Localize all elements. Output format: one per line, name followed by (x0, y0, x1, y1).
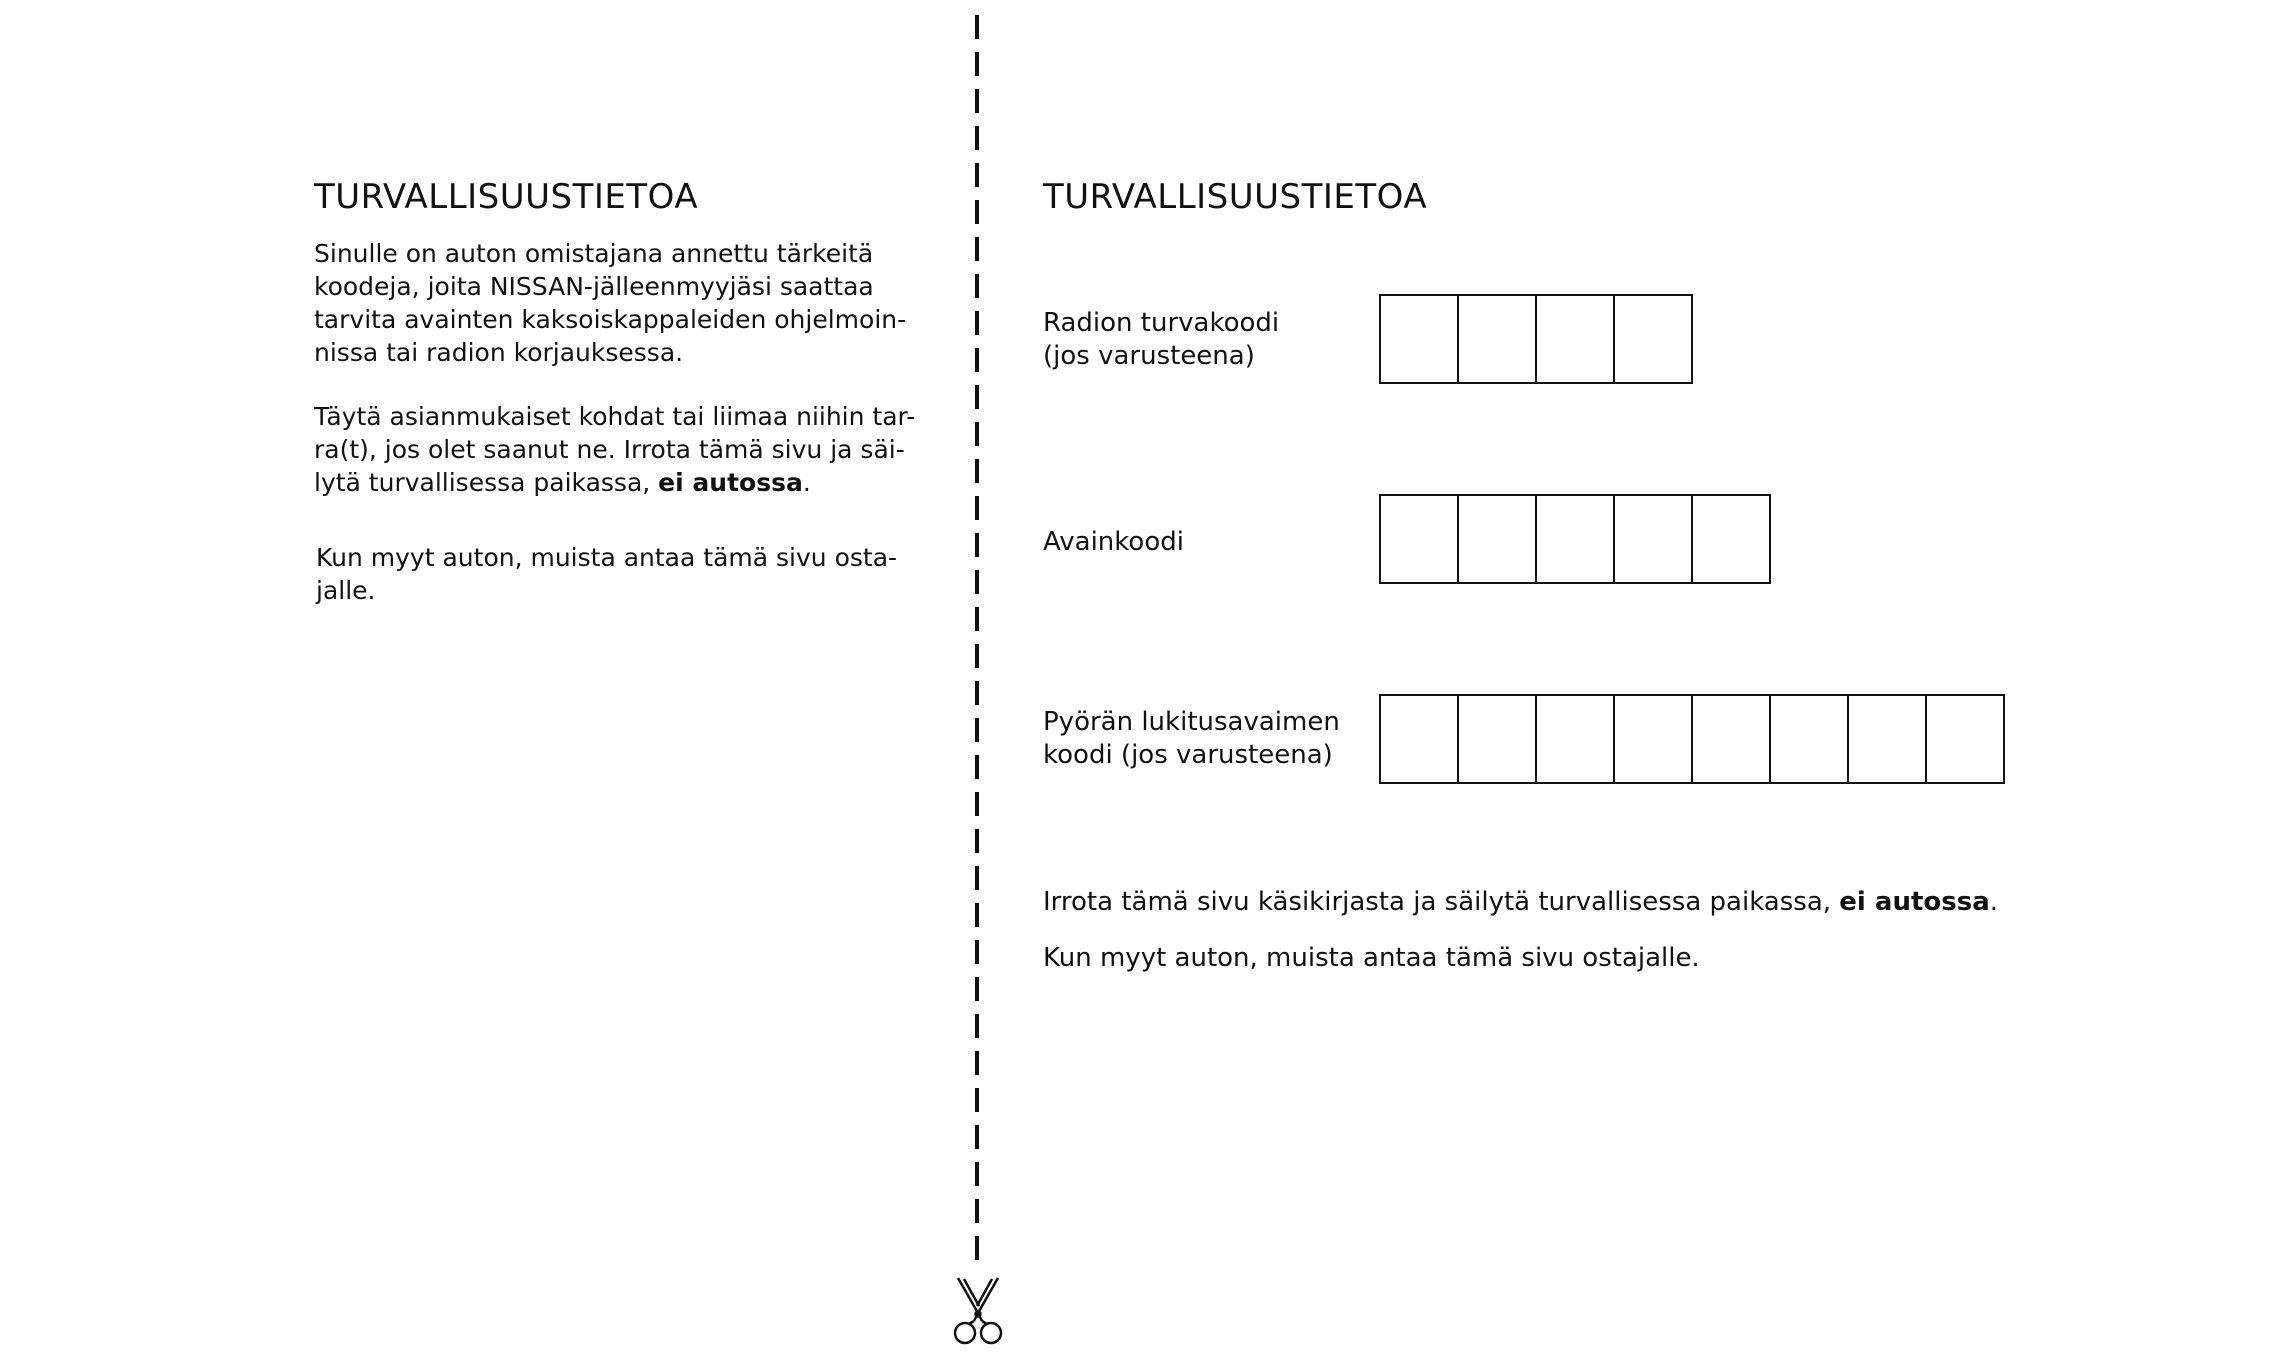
wheel-lock-code-label (1043, 706, 1340, 772)
key-code-boxes (1379, 494, 1771, 584)
line: Radion turvakoodi (1043, 308, 1280, 338)
code-box[interactable] (1381, 694, 1459, 784)
code-box[interactable] (1381, 294, 1459, 384)
code-box[interactable] (1693, 494, 1771, 584)
code-box[interactable] (1849, 694, 1927, 784)
key-code-label (1043, 526, 1184, 559)
line: Kun myyt auton, muista antaa tämä sivu osta- (316, 543, 898, 572)
line: jalle. (316, 576, 376, 605)
line: Kun myyt auton, muista antaa tämä sivu ostajalle. (1043, 943, 1700, 973)
radio-code-boxes (1379, 294, 1693, 384)
right-page-title: TURVALLISUUSTIETOA (1043, 177, 1428, 217)
code-box[interactable] (1615, 294, 1693, 384)
left-instructions-paragraph (314, 400, 915, 499)
right-sale-note (1043, 942, 1700, 975)
wheel-lock-code-boxes (1379, 694, 2005, 784)
line: lytä turvallisessa paikassa, (314, 468, 659, 497)
line: Avainkoodi (1043, 527, 1184, 557)
left-page-title: TURVALLISUUSTIETOA (314, 177, 699, 217)
dashed-cut-line (975, 15, 979, 1260)
left-sale-paragraph (316, 541, 897, 607)
line: nissa tai radion korjauksessa. (314, 338, 684, 367)
line: (jos varusteena) (1043, 341, 1255, 371)
scissors-icon (950, 1275, 1006, 1347)
code-box[interactable] (1693, 694, 1771, 784)
left-intro-paragraph (314, 237, 906, 369)
code-box[interactable] (1459, 694, 1537, 784)
line: Irrota tämä sivu käsikirjasta ja säilytä turvallisessa paikassa, (1043, 887, 1840, 917)
code-box[interactable] (1459, 494, 1537, 584)
code-box[interactable] (1927, 694, 2005, 784)
code-box[interactable] (1537, 494, 1615, 584)
right-remove-note (1043, 886, 1998, 919)
line: Pyörän lukitusavaimen (1043, 707, 1340, 737)
punctuation: . (1989, 887, 1999, 917)
code-box[interactable] (1615, 694, 1693, 784)
line: ra(t), jos olet saanut ne. Irrota tämä sivu ja säi- (314, 435, 905, 464)
code-box[interactable] (1771, 694, 1849, 784)
line: koodi (jos varusteena) (1043, 740, 1333, 770)
code-box[interactable] (1537, 694, 1615, 784)
line: Täytä asianmukaiset kohdat tai liimaa niihin tar- (314, 402, 916, 431)
punctuation: . (802, 468, 811, 497)
code-box[interactable] (1537, 294, 1615, 384)
code-box[interactable] (1381, 494, 1459, 584)
code-box[interactable] (1615, 494, 1693, 584)
emphasis-not-in-car: ei autossa (1839, 887, 1990, 917)
line: koodeja, joita NISSAN-jälleenmyyjäsi saattaa (314, 272, 874, 301)
line: Sinulle on auton omistajana annettu tärkeitä (314, 239, 874, 268)
line: tarvita avainten kaksoiskappaleiden ohjelmoin- (314, 305, 907, 334)
emphasis-not-in-car: ei autossa (658, 468, 803, 497)
code-box[interactable] (1459, 294, 1537, 384)
radio-code-label (1043, 307, 1279, 373)
